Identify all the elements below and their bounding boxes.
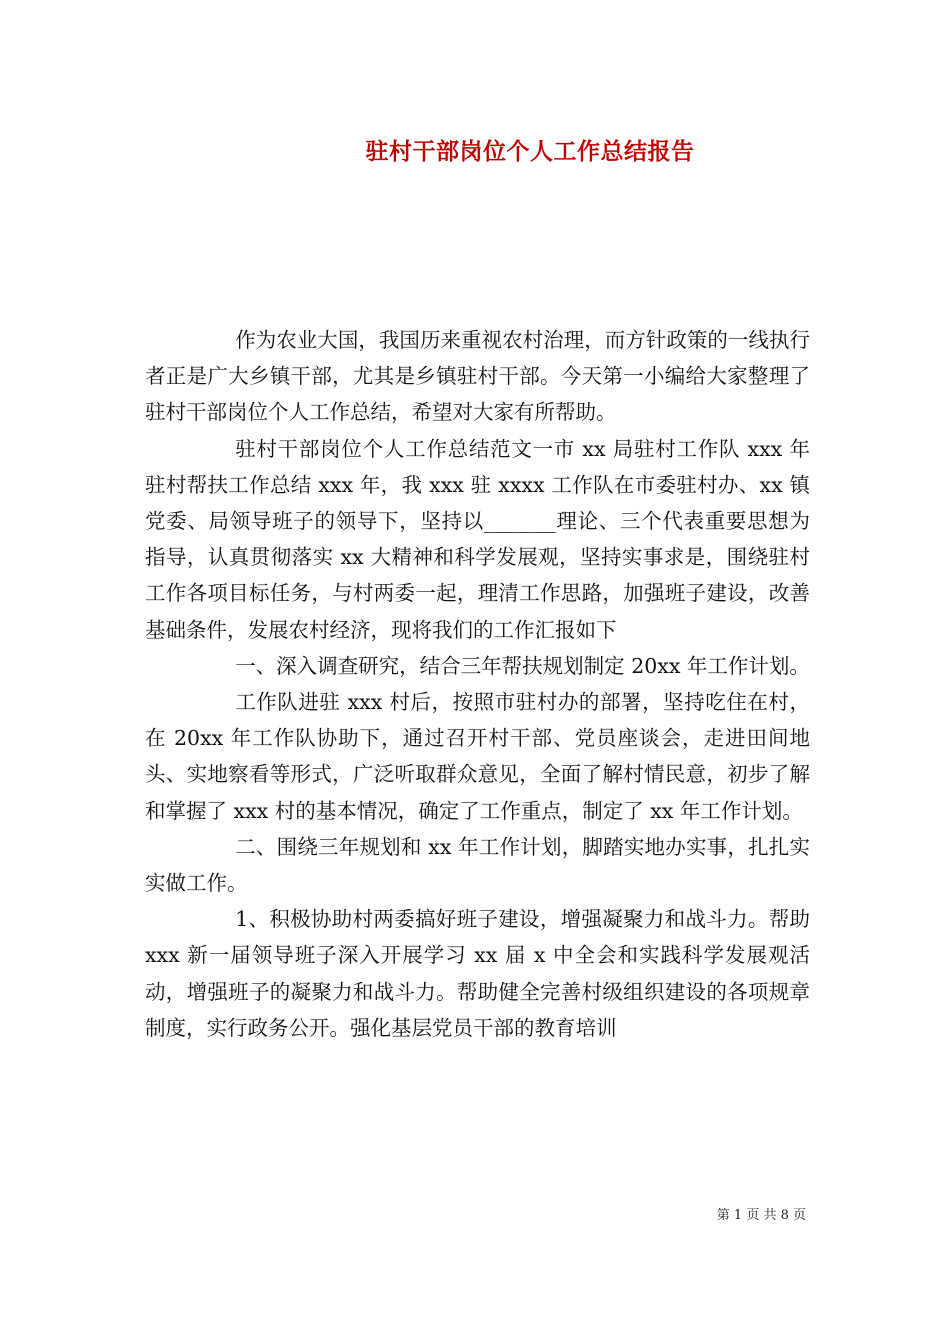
paragraph-summary-opening: 驻村干部岗位个人工作总结范文一市 xx 局驻村工作队 xxx 年驻村帮扶工作总结 xxx 年，我 xxx 驻 xxxx 工作队在市委驻村办、xx 镇党委、局领导班子的领导下，坚持以_______理论、三个代表重要思想为指导，认真贯彻落实 xx 大精神和科学发展观，坚持实事求是，围绕驻村工作各项目标任务，与村两委一起，理清工作思路，加强班子建设，改善基础条件，发展农村经济，现将我们的工作汇报如下 — [145, 436, 810, 642]
document-body — [145, 322, 810, 1046]
paragraph-item-one: 1、积极协助村两委搞好班子建设，增强凝聚力和战斗力。帮助 xxx 新一届领导班子深入开展学习 xx 届 x 中全会和实践科学发展观活动，增强班子的凝聚力和战斗力。帮助健全完善村级组织建设的各项规章制度，实行政务公开。强化基层党员干部的教育培训 — [145, 907, 810, 1040]
paragraph-section-one: 工作队进驻 xxx 村后，按照市驻村办的部署，坚持吃住在村，在 20xx 年工作队协助下，通过召开村干部、党员座谈会，走进田间地头、实地察看等形式，广泛听取群众意见，全面了解村情民意，初步了解和掌握了 xxx 村的基本情况，确定了工作重点，制定了 xx 年工作计划。 — [145, 690, 810, 823]
paragraph-intro: 作为农业大国，我国历来重视农村治理，而方针政策的一线执行者正是广大乡镇干部，尤其是乡镇驻村干部。今天第一小编给大家整理了驻村干部岗位个人工作总结，希望对大家有所帮助。 — [145, 328, 810, 425]
section-heading-two: 二、围绕三年规划和 xx 年工作计划，脚踏实地办实事，扎扎实实做工作。 — [145, 834, 810, 896]
document-title: 驻村干部岗位个人工作总结报告 — [365, 138, 695, 165]
page-number-footer: 第 1 页 共 8 页 — [716, 1208, 806, 1223]
section-heading-one: 一、深入调查研究，结合三年帮扶规划制定 20xx 年工作计划。 — [235, 653, 810, 678]
